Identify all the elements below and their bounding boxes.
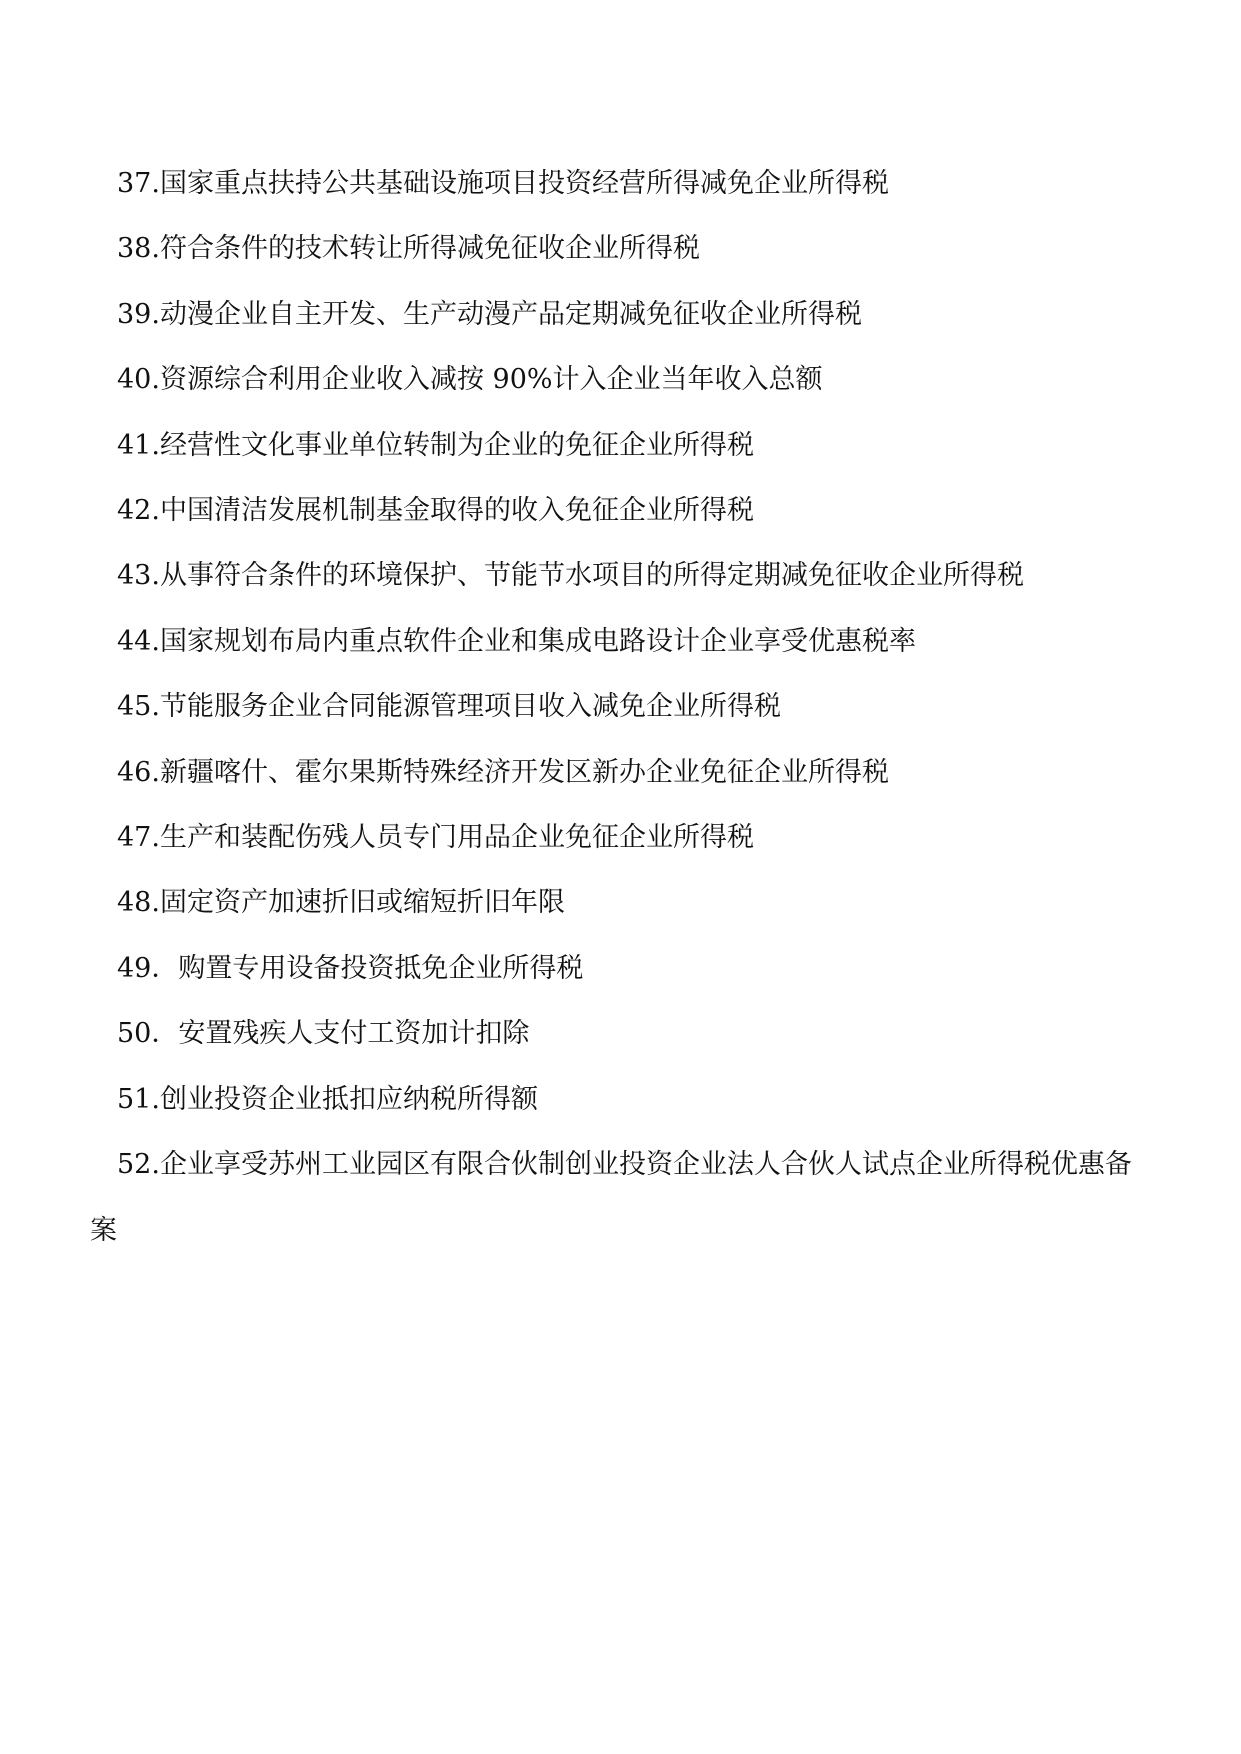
list-item: 37.国家重点扶持公共基础设施项目投资经营所得减免企业所得税	[117, 168, 889, 199]
list-item: 47.生产和装配伤残人员专门用品企业免征企业所得税	[117, 822, 754, 854]
list-item: 43.从事符合条件的环境保护、节能节水项目的所得定期减免征收企业所得税	[117, 560, 1024, 592]
list-item: 44.国家规划布局内重点软件企业和集成电路设计企业享受优惠税率	[117, 625, 916, 657]
list-item: 52.企业享受苏州工业园区有限合伙制创业投资企业法人合伙人试点企业所得税优惠备案	[90, 1149, 1132, 1246]
list-item: 50．安置残疾人支付工资加计扣除	[117, 1018, 530, 1050]
list-item: 40.资源综合利用企业收入减按 90%计入企业当年收入总额	[117, 364, 823, 396]
policy-list	[90, 151, 1141, 1263]
list-item: 51.创业投资企业抵扣应纳税所得额	[117, 1083, 538, 1115]
list-item: 38.符合条件的技术转让所得减免征收企业所得税	[117, 233, 700, 265]
list-item: 48.固定资产加速折旧或缩短折旧年限	[117, 887, 565, 919]
list-item: 42.中国清洁发展机制基金取得的收入免征企业所得税	[117, 495, 754, 527]
list-item: 41.经营性文化事业单位转制为企业的免征企业所得税	[117, 429, 754, 461]
list-item: 45.节能服务企业合同能源管理项目收入减免企业所得税	[117, 691, 781, 723]
list-item: 49．购置专用设备投资抵免企业所得税	[117, 952, 584, 984]
list-item: 39.动漫企业自主开发、生产动漫产品定期减免征收企业所得税	[117, 298, 862, 330]
list-item: 46.新疆喀什、霍尔果斯特殊经济开发区新办企业免征企业所得税	[117, 756, 889, 788]
